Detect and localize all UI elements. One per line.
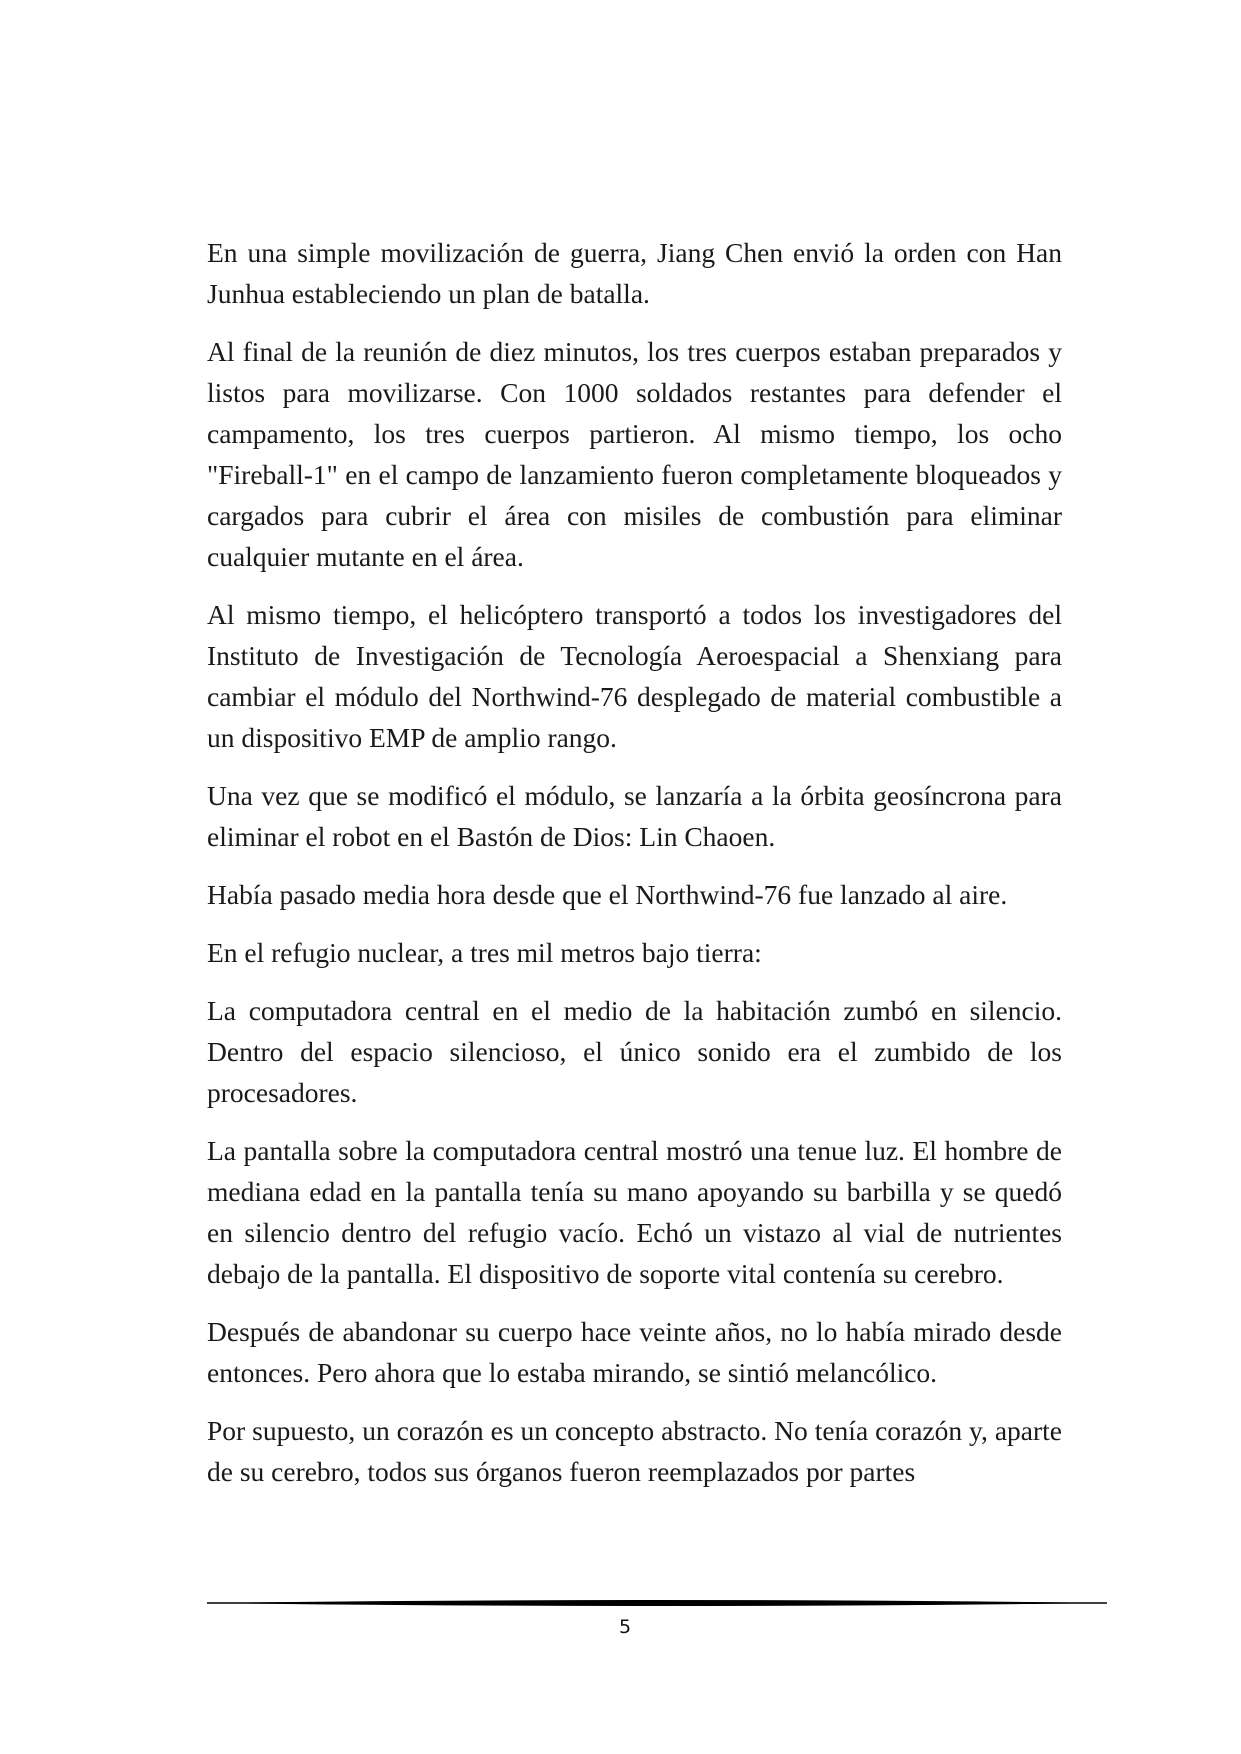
paragraph-5: Había pasado media hora desde que el Northwind-76 fue lanzado al aire. — [207, 879, 1008, 910]
paragraph-8: La pantalla sobre la computadora central mostró una tenue luz. El hombre de mediana edad en la pantalla tenía su mano apoyando su barbilla y se quedó en silencio dentro del refugio vacío. Echó un vistazo al vial de nutrientes debajo de la pantalla. El dispositivo de soporte vital contenía su cerebro. — [207, 1135, 1062, 1289]
paragraph-6: En el refugio nuclear, a tres mil metros bajo tierra: — [207, 937, 762, 968]
paragraph-4: Una vez que se modificó el módulo, se lanzaría a la órbita geosíncrona para eliminar el robot en el Bastón de Dios: Lin Chaoen. — [207, 780, 1062, 852]
paragraph-3: Al mismo tiempo, el helicóptero transportó a todos los investigadores del Instituto de Investigación de Tecnología Aeroespacial a Shenxiang para cambiar el módulo del Northwind-76 desplegado de material combustible a un dispositivo EMP de amplio rango. — [207, 599, 1062, 753]
page-number: 5 — [618, 1616, 632, 1638]
footer-divider — [207, 1597, 1107, 1609]
paragraph-7: La computadora central en el medio de la habitación zumbó en silencio. Dentro del espacio silencioso, el único sonido era el zumbido de los procesadores. — [207, 995, 1062, 1108]
paragraph-2: Al final de la reunión de diez minutos, los tres cuerpos estaban preparados y listos para movilizarse. Con 1000 soldados restantes para defender el campamento, los tres cuerpos partieron. Al mismo tiempo, los ocho "Fireball-1" en el campo de lanzamiento fueron completamente bloqueados y cargados para cubrir el área con misiles de combustión para eliminar cualquier mutante en el área. — [207, 336, 1062, 572]
paragraph-10: Por supuesto, un corazón es un concepto abstracto. No tenía corazón y, aparte de su cerebro, todos sus órganos fueron reemplazados por partes — [207, 1415, 1062, 1487]
paragraph-1: En una simple movilización de guerra, Jiang Chen envió la orden con Han Junhua estableciendo un plan de batalla. — [207, 237, 1062, 309]
paragraph-9: Después de abandonar su cuerpo hace veinte años, no lo había mirado desde entonces. Pero ahora que lo estaba mirando, se sintió melancólico. — [207, 1316, 1062, 1388]
body-text — [207, 232, 1062, 1509]
